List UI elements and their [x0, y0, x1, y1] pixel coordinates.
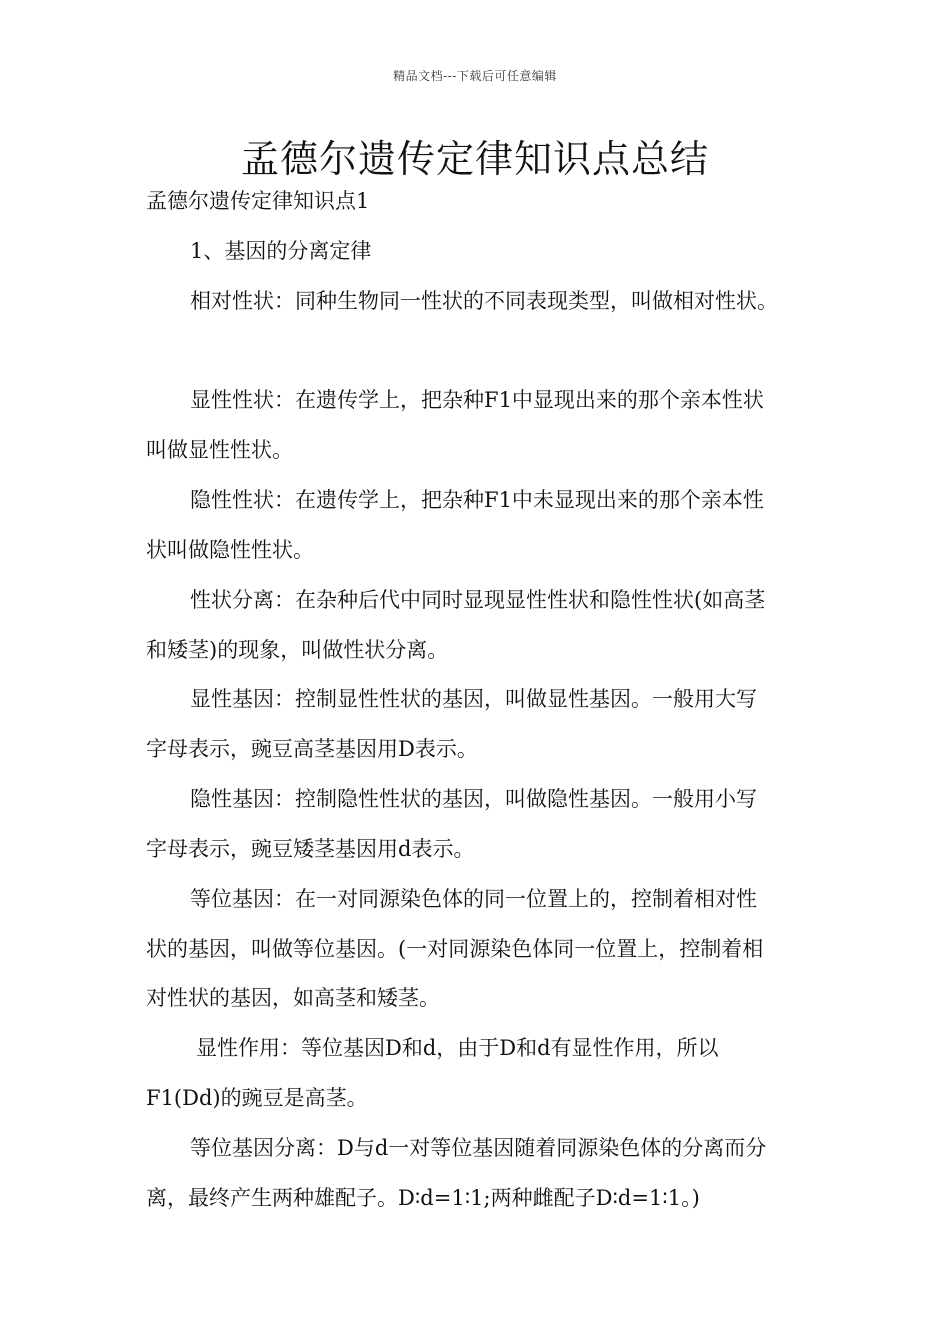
paragraph-line: 和矮茎)的现象，叫做性状分离。 — [146, 638, 449, 662]
paragraph-line: 等位基因分离：D与d一对等位基因随着同源染色体的分离而分 — [190, 1136, 767, 1160]
paragraph-line: 叫做显性性状。 — [146, 438, 293, 462]
subsection-heading: 1、基因的分离定律 — [190, 239, 372, 263]
paragraph-line: 状叫做隐性性状。 — [146, 538, 314, 562]
header-note: 精品文档---下载后可任意编辑 — [393, 69, 557, 83]
paragraph-line: 字母表示，豌豆矮茎基因用d表示。 — [146, 837, 475, 861]
paragraph-line: 离，最终产生两种雄配子。D∶d=1∶1;两种雌配子D∶d=1∶1。) — [146, 1186, 700, 1210]
paragraph-line: 性状分离：在杂种后代中同时显现显性性状和隐性性状(如高茎 — [190, 588, 766, 612]
paragraph-line: 相对性状：同种生物同一性状的不同表现类型，叫做相对性状。 — [190, 289, 778, 313]
paragraph-line: 字母表示，豌豆高茎基因用D表示。 — [146, 737, 478, 761]
paragraph-line: 显性基因：控制显性性状的基因，叫做显性基因。一般用大写 — [190, 687, 757, 711]
paragraph-line: F1(Dd)的豌豆是高茎。 — [146, 1086, 368, 1110]
paragraph-line: 隐性基因：控制隐性性状的基因，叫做隐性基因。一般用小写 — [190, 787, 757, 811]
document-title: 孟德尔遗传定律知识点总结 — [240, 137, 709, 181]
section-heading: 孟德尔遗传定律知识点1 — [146, 189, 370, 213]
paragraph-line: 对性状的基因，如高茎和矮茎。 — [146, 986, 440, 1010]
paragraph-line: 状的基因，叫做等位基因。(一对同源染色体同一位置上，控制着相 — [146, 937, 764, 961]
paragraph-line: 等位基因：在一对同源染色体的同一位置上的，控制着相对性 — [190, 887, 757, 911]
paragraph-line: 显性性状：在遗传学上，把杂种F1中显现出来的那个亲本性状 — [190, 388, 764, 412]
paragraph-line: 隐性性状：在遗传学上，把杂种F1中未显现出来的那个亲本性 — [190, 488, 764, 512]
paragraph-line: 显性作用：等位基因D和d，由于D和d有显性作用，所以 — [196, 1036, 719, 1060]
